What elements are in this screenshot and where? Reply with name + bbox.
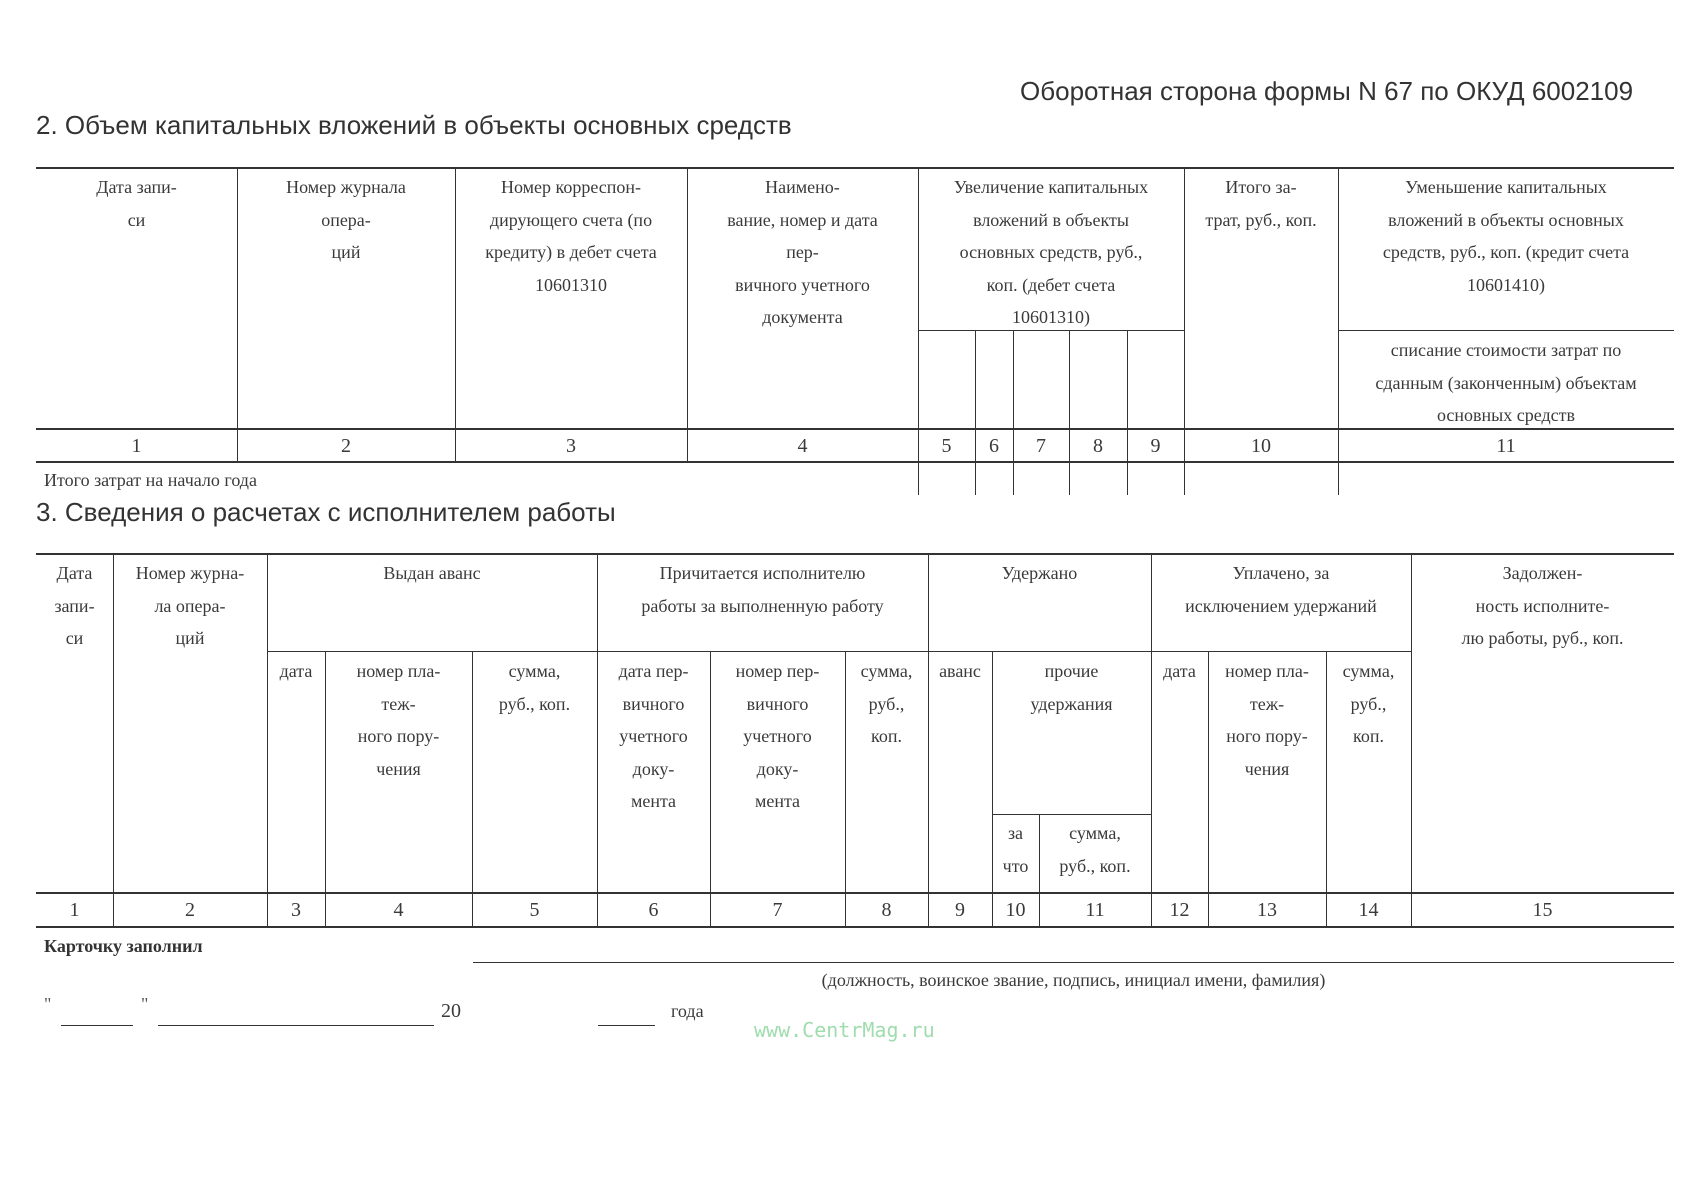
header-write-off: списание стоимости затрат по сданным (законченным) объектам основных средств: [1375, 340, 1637, 425]
header-withheld-for: за что: [1002, 823, 1029, 876]
header-paid-amount: сумма, руб., коп.: [1342, 661, 1395, 746]
col-number: 2: [185, 899, 195, 921]
col-number: 10: [1005, 899, 1026, 921]
form-reference: Оборотная сторона формы N 67 по ОКУД 6002109: [1020, 76, 1634, 106]
col-number: 8: [1093, 435, 1103, 457]
total-row-label: Итого затрат на начало года: [44, 470, 257, 490]
col-number: 3: [291, 899, 301, 921]
header-withheld: Удержано: [1001, 563, 1078, 583]
col-number: 5: [529, 899, 540, 921]
header-document-date: дата пер- вичного учетного доку- мента: [618, 661, 689, 811]
header-decrease: Уменьшение капитальных вложений в объекты основных средств, руб., коп. (кредит счета 10601410): [1382, 177, 1630, 295]
header-advance-amount: сумма, руб., коп.: [498, 661, 571, 714]
col-number: 14: [1358, 899, 1379, 921]
header-advance-order-number: номер пла- теж- ного пору- чения: [356, 661, 441, 779]
col-number: 15: [1532, 899, 1553, 921]
header-due-amount: сумма, руб., коп.: [860, 661, 913, 746]
header-increase: Увеличение капитальных вложений в объекты основных средств, руб., коп. (дебет счета 10601310): [953, 177, 1149, 327]
col-number: 6: [648, 899, 659, 921]
header-journal-number: Номер журна- ла опера- ций: [135, 563, 245, 648]
col-number: 13: [1257, 899, 1277, 921]
year-suffix: года: [671, 1001, 704, 1021]
header-advance-issued: Выдан аванс: [383, 563, 481, 583]
col-number: 7: [1036, 435, 1046, 457]
header-paid-date: дата: [1163, 661, 1196, 681]
col-number: 10: [1251, 435, 1271, 457]
col-number: 7: [772, 899, 783, 921]
header-paid: Уплачено, за исключением удержаний: [1185, 563, 1377, 616]
header-document-number: номер пер- вичного учетного доку- мента: [735, 661, 820, 811]
year-line: [598, 1025, 655, 1026]
header-amount-due: Причитается исполнителю работы за выполненную работу: [641, 563, 884, 616]
header-entry-date: Дата запи- си: [54, 563, 95, 648]
signature-line: [473, 962, 1674, 963]
section2-title: 2. Объем капитальных вложений в объекты основных средств: [36, 110, 792, 140]
day-line: [61, 1025, 133, 1026]
col-number: 11: [1496, 435, 1516, 457]
header-journal-number: Номер журнала опера- ций: [286, 177, 406, 262]
col-number: 4: [797, 435, 808, 457]
month-line: [158, 1025, 434, 1026]
col-number: 8: [881, 899, 892, 921]
header-document-name: Наимено- вание, номер и дата пер- вичного учетного документа: [727, 177, 878, 327]
header-paid-order-number: номер пла- теж- ного пору- чения: [1225, 661, 1309, 779]
col-number: 12: [1169, 899, 1190, 921]
filled-by-label: Карточку заполнил: [44, 936, 203, 956]
header-debt: Задолжен- ность исполните- лю работы, руб., коп.: [1461, 563, 1624, 648]
col-number: 11: [1085, 899, 1105, 921]
header-withheld-amount: сумма, руб., коп.: [1059, 823, 1131, 876]
header-corresponding-account: Номер корреспон- дирующего счета (по кредиту) в дебет счета 10601310: [485, 177, 657, 295]
col-number: 5: [941, 435, 952, 457]
signature-caption: (должность, воинское звание, подпись, инициал имени, фамилия): [821, 970, 1326, 990]
col-number: 9: [1150, 435, 1161, 457]
year-prefix: 20: [441, 1000, 461, 1022]
col-number: 9: [955, 899, 965, 921]
quote-open: ": [44, 994, 52, 1014]
header-other-withholdings: прочие удержания: [1030, 661, 1113, 714]
col-number: 4: [393, 899, 404, 921]
header-total-costs: Итого за- трат, руб., коп.: [1205, 177, 1317, 230]
header-advance-date: дата: [279, 661, 313, 681]
watermark: www.CentrMag.ru: [754, 1018, 935, 1042]
quote-close: ": [141, 994, 149, 1014]
col-number: 2: [341, 435, 351, 457]
header-entry-date: Дата запи- си: [96, 177, 177, 230]
col-number: 6: [989, 435, 999, 457]
col-number: 1: [69, 899, 80, 921]
header-withheld-advance: аванс: [939, 661, 981, 681]
col-number: 3: [566, 435, 576, 457]
section3-title: 3. Сведения о расчетах с исполнителем работы: [36, 497, 616, 527]
col-number: 1: [131, 435, 142, 457]
